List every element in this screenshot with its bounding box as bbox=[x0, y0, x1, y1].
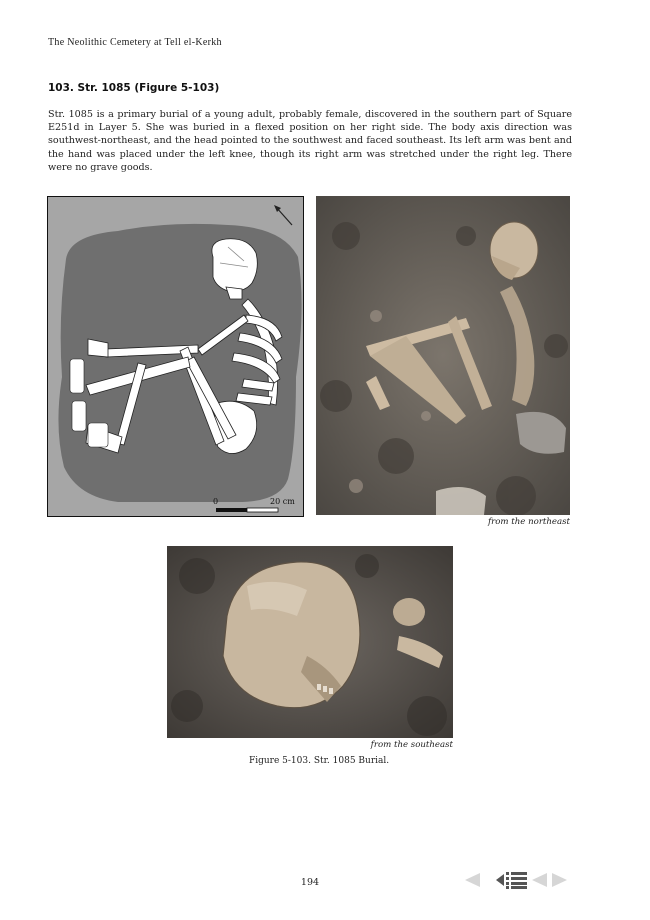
nav-toc-button[interactable] bbox=[496, 871, 528, 889]
burial-drawing bbox=[47, 196, 304, 517]
first-page-icon bbox=[463, 871, 481, 889]
running-title: The Neolithic Cemetery at Tell el-Kerkh bbox=[48, 37, 222, 48]
body-paragraph: Str. 1085 is a primary burial of a young adult, probably female, discovered in the southern part of Square E251d in Layer 5. She was buried in a flexed position on her right side. The body axis direction was southwest-northeast, and the head pointed to the southwest and faced southeast. Its left arm was bent and the hand was placed under the left knee, though its right arm was stretched under the right leg. There were no grave goods. bbox=[48, 109, 572, 173]
photo-northeast-svg bbox=[316, 196, 570, 515]
north-arrow-icon bbox=[274, 205, 292, 225]
nav-prev-button[interactable] bbox=[530, 871, 548, 889]
scale-end-label: 20 cm bbox=[270, 497, 295, 506]
burial-photo-southeast bbox=[167, 546, 453, 738]
next-page-icon bbox=[551, 871, 569, 889]
nav-first-button[interactable] bbox=[463, 871, 481, 889]
burial-drawing-svg bbox=[48, 197, 303, 516]
page-number: 194 bbox=[300, 877, 320, 888]
table-of-contents-icon bbox=[496, 871, 528, 889]
photo-southeast-svg bbox=[167, 546, 453, 738]
figure-caption: Figure 5-103. Str. 1085 Burial. bbox=[249, 756, 390, 766]
burial-photo-northeast bbox=[316, 196, 570, 515]
section-heading: 103. Str. 1085 (Figure 5-103) bbox=[48, 82, 220, 94]
scale-start-label: 0 bbox=[213, 497, 219, 506]
previous-page-icon bbox=[530, 871, 548, 889]
nav-next-button[interactable] bbox=[551, 871, 569, 889]
photo-northeast-caption: from the northeast bbox=[487, 517, 570, 527]
photo-southeast-caption: from the southeast bbox=[370, 740, 453, 750]
